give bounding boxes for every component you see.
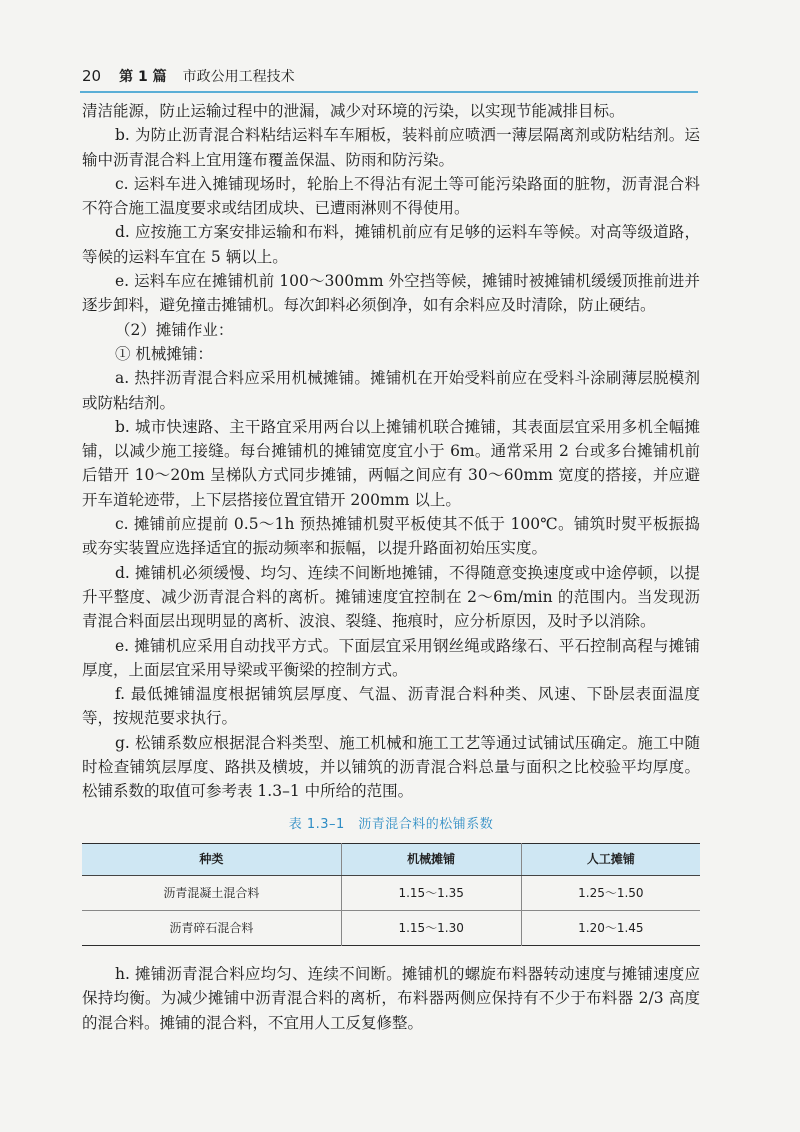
subheading: ① 机械摊铺： [115,344,213,363]
paragraph: b. 为防止沥青混合料粘结运料车车厢板，装料前应喷洒一薄层隔离剂或防粘结剂。运输中沥青混合料上宜用篷布覆盖保温、防雨和防污染。 [82,126,700,169]
paragraph: c. 摊铺前应提前 0.5～1h 预热摊铺机熨平板使其不低于 100℃。铺筑时熨平板振捣或夯实装置应选择适宜的振动频率和振幅，以提升路面初始压实度。 [82,515,700,558]
table-cell: 沥青混凝土混合料 [82,875,341,910]
table-cell: 1.25～1.50 [521,875,700,910]
table-cell: 1.15～1.35 [341,875,521,910]
loose-coefficient-table [82,843,700,946]
paragraph: e. 摊铺机应采用自动找平方式。下面层宜采用钢丝绳或路缘石、平石控制高程与摊铺厚度，上面层宜采用导梁或平衡梁的控制方式。 [82,636,700,679]
paragraph: d. 摊铺机必须缓慢、均匀、连续不间断地摊铺，不得随意变换速度或中途停顿，以提升平整度、减少沥青混合料的离析。摊铺速度宜控制在 2～6m/min 的范围内。当发现沥青混合料面层出现明显的离析、波浪、裂缝、拖痕时，应分析原因，及时予以消除。 [82,563,700,631]
paragraph: 清洁能源，防止运输过程中的泄漏，减少对环境的污染，以实现节能减排目标。 [82,102,625,120]
table-header-row [82,843,700,875]
table-cell: 沥青碎石混合料 [82,910,341,945]
paragraph: a. 热拌沥青混合料应采用机械摊铺。摊铺机在开始受料前应在受料斗涂刷薄层脱模剂或防粘结剂。 [82,369,700,412]
column-header: 机械摊铺 [341,843,521,875]
paragraph: f. 最低摊铺温度根据铺筑层厚度、气温、沥青混合料种类、风速、下卧层表面温度等，按规范要求执行。 [82,685,700,728]
page-body [82,99,700,1035]
page-number: 20 [82,67,102,85]
header-rule [80,91,698,93]
table-caption: 表 1.3–1 沥青混合料的松铺系数 [288,816,494,832]
paragraph: g. 松铺系数应根据混合料类型、施工机械和施工工艺等通过试铺试压确定。施工中随时检查铺筑层厚度、路拱及横坡，并以铺筑的沥青混合料总量与面积之比校验平均厚度。松铺系数的取值可参考表 1.3–1 中所给的范围。 [82,733,700,801]
table-row [82,910,700,945]
running-header [82,66,698,86]
paragraph: c. 运料车进入摊铺现场时，轮胎上不得沾有泥土等可能污染路面的脏物，沥青混合料不符合施工温度要求或结团成块、已遭雨淋则不得使用。 [82,174,700,218]
paragraph: b. 城市快速路、主干路宜采用两台以上摊铺机联合摊铺，其表面层宜采用多机全幅摊铺，以减少施工接缝。每台摊铺机的摊铺宽度宜小于 6m。通常采用 2 台或多台摊铺机前后错开 10～20m 呈梯队方式同步摊铺，两幅之间应有 30～60mm 宽度的搭接，并应避开车道轮迹带，上下层搭接位置宜错开 200mm 以上。 [82,417,700,509]
table-cell: 1.20～1.45 [521,910,700,945]
paragraph: h. 摊铺沥青混合料应均匀、连续不间断。摊铺机的螺旋布料器转动速度与摊铺速度应保持均衡。为减少摊铺中沥青混合料的离析，布料器两侧应保持有不少于布料器 2/3 高度的混合料。摊铺的混合料，不宜用人工反复修整。 [82,964,700,1032]
paragraph: d. 应按施工方案安排运输和布料，摊铺机前应有足够的运料车等候。对高等级道路，等候的运料车宜在 5 辆以上。 [82,223,700,266]
column-header: 种类 [82,843,341,875]
part-label: 第 1 篇 [119,69,167,85]
table-row [82,875,700,910]
section-title: 市政公用工程技术 [182,69,295,85]
paragraph: e. 运料车应在摊铺机前 100～300mm 外空挡等候，摊铺时被摊铺机缓缓顶推前进并逐步卸料，避免撞击摊铺机。每次卸料必须倒净，如有余料应及时清除，防止硬结。 [82,272,700,315]
column-header: 人工摊铺 [521,843,700,875]
subheading: （2）摊铺作业： [115,320,234,339]
table-cell: 1.15～1.30 [341,910,521,945]
